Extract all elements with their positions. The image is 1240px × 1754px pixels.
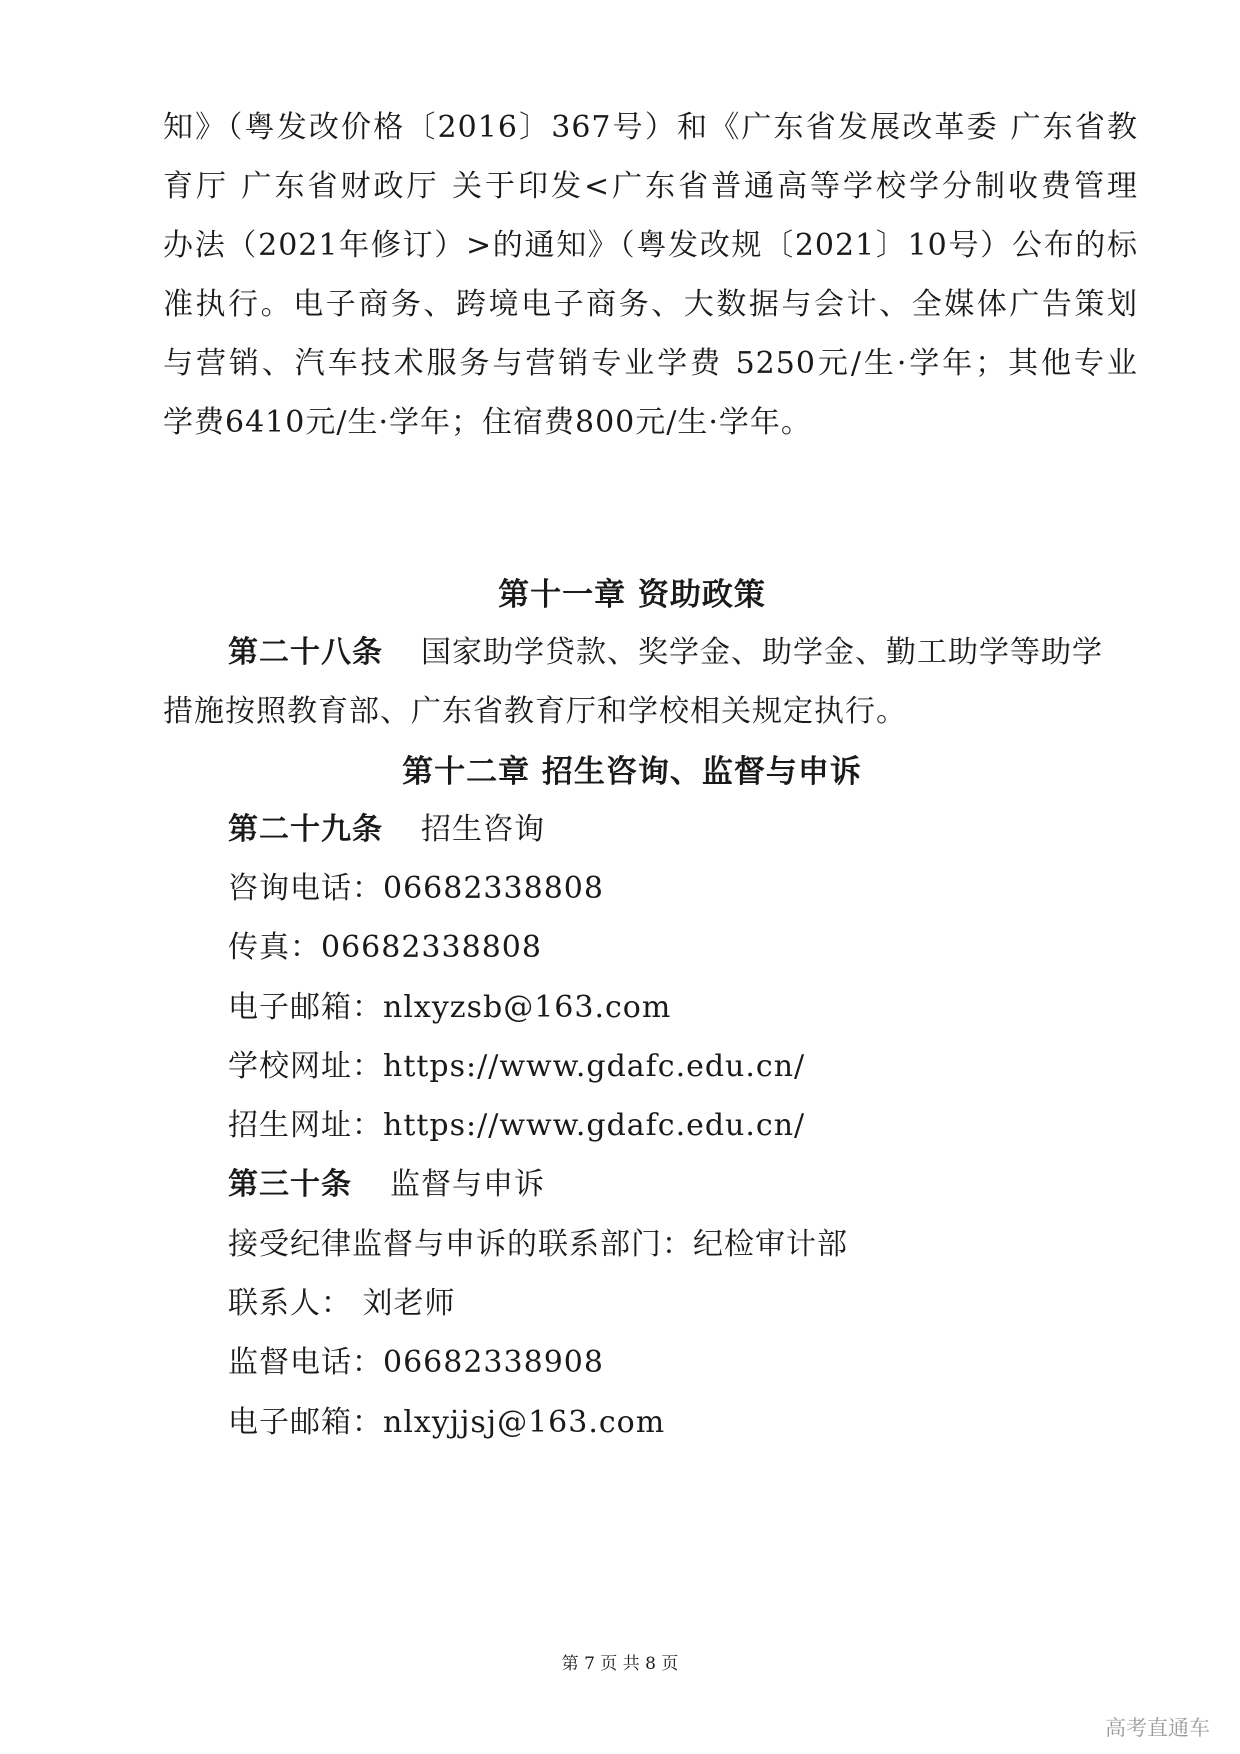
article-28-label: 第二十八条 [228,635,383,670]
intro-line-4: 准执行。电子商务、跨境电子商务、大数据与会计、全媒体广告策划 [163,287,1138,322]
consult-phone: 咨询电话：06682338808 [228,871,604,906]
article-29-label: 第二十九条 [228,812,383,847]
supervision-phone: 监督电话：06682338908 [228,1345,604,1380]
intro-line-1: 知》（粤发改价格〔2016〕367号）和《广东省发展改革委 广东省教 [163,110,1138,145]
chapter-12-title: 第十二章 招生咨询、监督与申诉 [402,754,862,790]
admission-website: 招生网址：https://www.gdafc.edu.cn/ [228,1108,806,1143]
article-29-line [228,810,1138,850]
watermark: 高考直通车 [1105,1716,1210,1740]
article-30-line [228,1165,1138,1205]
consult-fax: 传真：06682338808 [228,930,542,965]
page-number: 第 7 页 共 8 页 [561,1654,679,1674]
article-30-text: 监督与申诉 [390,1167,545,1202]
intro-line-3: 办法（2021年修订）>的通知》（粤发改规〔2021〕10号）公布的标 [163,228,1138,263]
article-30-label: 第三十条 [228,1167,352,1202]
intro-line-6: 学费6410元/生·学年；住宿费800元/生·学年。 [163,405,812,440]
supervision-contact: 联系人： 刘老师 [228,1286,456,1321]
article-28-line-1 [228,633,1138,673]
article-29-text: 招生咨询 [421,812,545,847]
article-28-text: 国家助学贷款、奖学金、助学金、勤工助学等助学 [421,635,1103,670]
intro-line-5: 与营销、汽车技术服务与营销专业学费 5250元/生·学年；其他专业 [163,346,1138,381]
supervision-dept: 接受纪律监督与申诉的联系部门：纪检审计部 [228,1227,848,1262]
intro-line-2: 育厅 广东省财政厅 关于印发<广东省普通高等学校学分制收费管理 [163,169,1138,204]
consult-email: 电子邮箱：nlxyzsb@163.com [228,990,672,1025]
school-website: 学校网址：https://www.gdafc.edu.cn/ [228,1049,806,1084]
chapter-11-title: 第十一章 资助政策 [498,577,766,613]
supervision-email: 电子邮箱：nlxyjjsj@163.com [228,1405,666,1440]
article-28-line-2: 措施按照教育部、广东省教育厅和学校相关规定执行。 [163,694,907,729]
